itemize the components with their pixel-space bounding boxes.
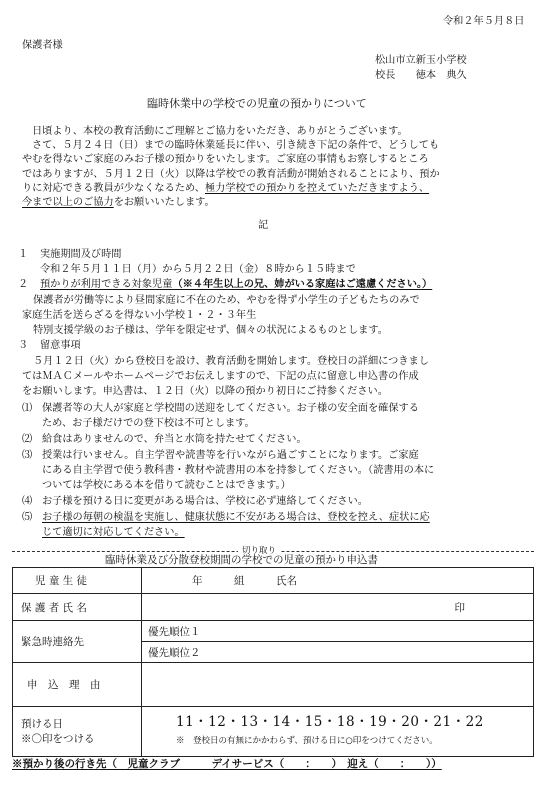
days-field — [142, 707, 534, 757]
section3-line-1: ５月１２日（火）から登校日を設け、教育活動を開始します。登校日の詳細につきまし — [33, 356, 429, 367]
intro-line-5a: りに対応できる教員が少なくなるため、 — [22, 182, 205, 194]
intro-paragraph — [22, 125, 532, 210]
student-fields[interactable]: 年 組 氏名 — [142, 568, 534, 594]
section2-line-3: 特別支援学級のお子様は、学年を限定せず、個々の状況によるものとします。 — [33, 325, 388, 336]
letter-date: 令和２年５月８日 — [443, 16, 525, 27]
note-3-number: ⑶ — [22, 450, 33, 461]
student-label: 児 童 生 徒 — [13, 568, 142, 594]
note-1-line-1: 保護者等の大人が家庭と学校間の送迎をしてください。お子様の安全面を確保する — [42, 403, 419, 414]
guardian-label: 保 護 者 氏 名 — [13, 594, 142, 621]
section2-heading: 預かりが利用できる対象児童 — [40, 279, 173, 290]
section3-number: ３ — [18, 340, 29, 351]
principal-name: 校長 徳本 典久 — [375, 70, 467, 81]
section2-line-2: 家庭生活を送らざるを得ない小学校１・２・３年生 — [22, 310, 257, 321]
recipient: 保護者様 — [22, 40, 63, 51]
section1-heading: 実施期間及び時間 — [40, 249, 122, 260]
intro-line-6 — [22, 196, 532, 210]
intro-line-1: 日頃より、本校の教育活動にご理解とご協力をいただき、ありがとうございます。 — [32, 126, 408, 137]
section3-line-2: てはＭＡＣメールやホームページでお伝えしますので、下記の点に留意し申込書の作成 — [22, 371, 419, 382]
note-2-number: ⑵ — [22, 434, 33, 445]
note-4-number: ⑷ — [22, 496, 33, 507]
intro-line-5 — [22, 182, 532, 196]
form-row-student — [13, 568, 534, 594]
note-3-line-3: ついては学校にある本を借りて読むことはできます。） — [42, 480, 291, 491]
priority-1-label: 優先順位１ — [148, 625, 201, 638]
section3-line-3: をお願いします。申込書は、１２日（火）以降の預かり初日にご持参ください。 — [22, 386, 388, 397]
days-label: 預ける日 — [21, 717, 63, 730]
intro-line-6b: をお願いいたします。 — [113, 197, 215, 209]
reason-field[interactable] — [142, 663, 534, 707]
page-title: 臨時休業中の学校での児童の預かりについて — [147, 97, 367, 110]
school-name: 松山市立新玉小学校 — [375, 55, 467, 66]
intro-line-3: やむを得ないご家庭のみお子様の預かりをいたします。ご家庭の事情もお察しするところ — [22, 154, 429, 166]
form-row-guardian — [13, 594, 534, 621]
note-5-line-1: お子様の毎朝の検温を実施し、健康状態に不安がある場合は、登校を控え、症状に応 — [42, 512, 430, 523]
intro-line-4: ではありますが、５月１２日（火）以降は学校での教育活動が開始されることにより、預か — [22, 168, 440, 180]
reason-label: 申 込 理 由 — [13, 663, 142, 707]
cut-label: 切り取り — [238, 544, 280, 556]
section2-note: （※４年生以上の兄、姉がいる家庭はご遠慮ください。） — [172, 278, 433, 290]
section1-body: 令和２年５月１１日（月）から５月２２日（金）８時から１５時まで — [40, 264, 356, 275]
guardian-field[interactable] — [142, 594, 534, 621]
destination-line[interactable]: ※預かり後の行き先（ 児童クラブ デイサービス（ ： ） 迎え（ ： ）） — [12, 758, 442, 770]
intro-emphasis-2: 今まで以上のご協力 — [22, 197, 114, 209]
days-instruction: ※〇印をつける — [21, 732, 95, 745]
section3-heading: 留意事項 — [40, 340, 81, 351]
form-row-days — [13, 707, 534, 757]
note-2-line-1: 給食はありませんので、弁当と水筒を持たせてください。 — [42, 434, 307, 445]
section2-line-1: 保護者が労働等により昼間家庭に不在のため、やむを得ず小学生の子どもたちのみで — [33, 295, 420, 306]
application-form — [12, 567, 534, 757]
contact-label: 緊急時連絡先 — [13, 621, 142, 663]
form-title: 臨時休業及び分散登校期間の学校での児童の預かり申込書 — [105, 554, 378, 566]
note-1-number: ⑴ — [22, 403, 33, 414]
days-label-cell — [13, 707, 142, 757]
section1-number: １ — [18, 249, 29, 260]
ki-mark: 記 — [258, 220, 269, 231]
priority-2-label: 優先順位２ — [148, 646, 201, 659]
priority-2-field[interactable] — [142, 642, 534, 663]
priority-1-field[interactable] — [142, 621, 534, 642]
section2-heading-line — [40, 275, 432, 290]
intro-emphasis-1: 極力学校での預かりを控えていただきますよう、 — [204, 182, 430, 194]
form-row-contact-1 — [13, 621, 534, 642]
seal-mark: 印 — [454, 601, 465, 614]
section2-number: ２ — [18, 279, 29, 290]
note-3-line-1: 授業は行いません。自主学習や読書等を行いながら過ごすことになります。ご家庭 — [42, 450, 419, 461]
note-5-line-2: じて適切に対応してください。 — [42, 527, 185, 538]
intro-line-2: さて、５月２４日（日）までの臨時休業延長に伴い、引き続き下記の条件で、どうしても — [32, 140, 440, 152]
date-options[interactable]: 11・12・13・14・15・18・19・20・21・22 — [176, 713, 484, 730]
form-row-reason — [13, 663, 534, 707]
dates-note: ※ 登校日の有無にかかわらず、預ける日に○印をつけてください。 — [176, 735, 438, 746]
note-4-line-1: お子様を預ける日に変更がある場合は、学校に必ず連絡してください。 — [42, 496, 368, 507]
note-5-number: ⑸ — [22, 512, 33, 523]
note-3-line-2: にある自主学習で使う教科書・教材や読書用の本を持参してください。（読書用の本に — [42, 465, 435, 476]
note-1-line-2: ため、お子様だけでの登下校は不可とします。 — [42, 418, 255, 429]
